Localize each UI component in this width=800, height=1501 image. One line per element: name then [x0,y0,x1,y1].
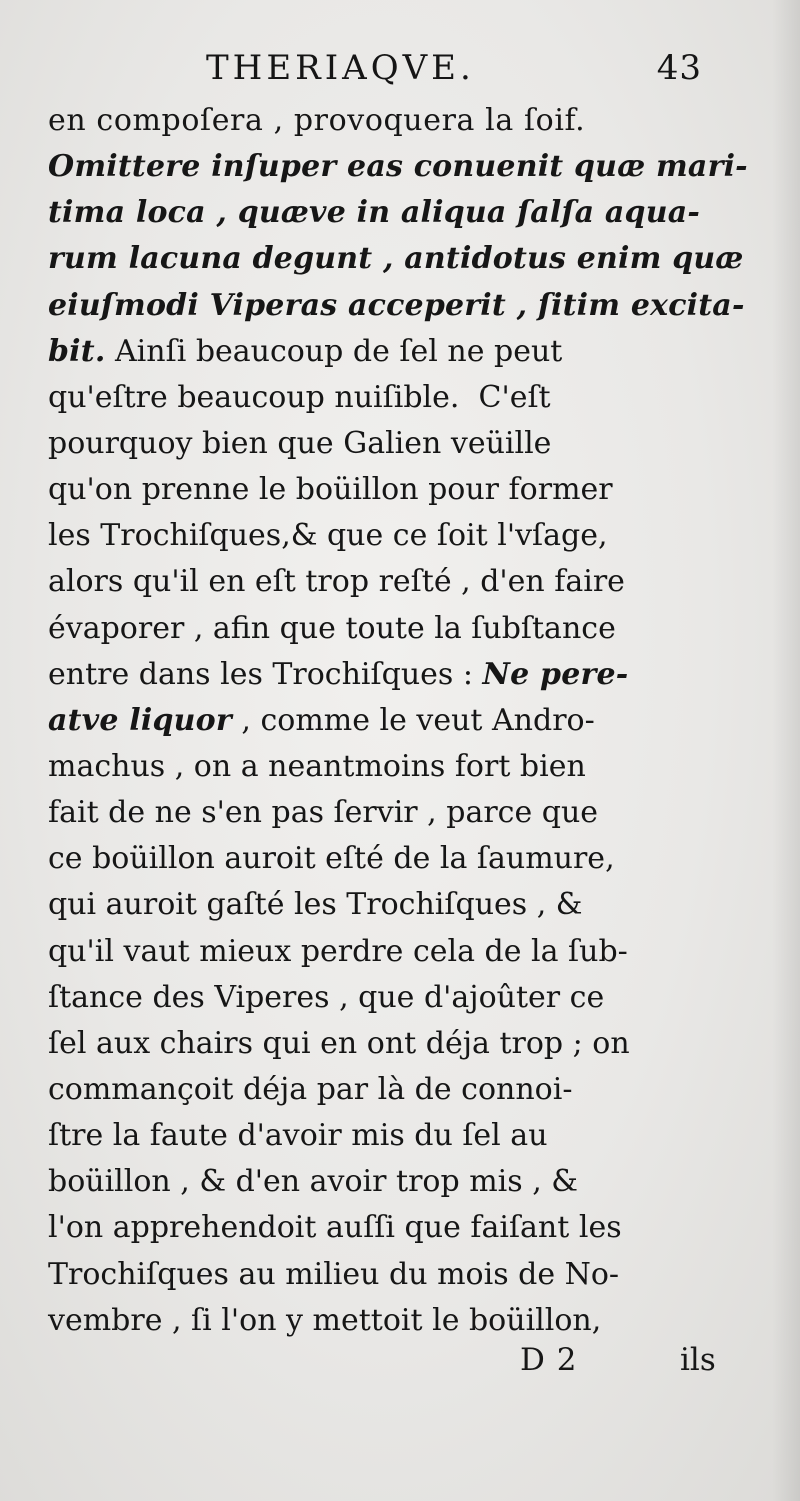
text-line-7 [48,375,712,421]
text-line-1 [48,98,712,144]
text-line-25 [48,1205,712,1251]
text-segment: machus , on a neantmoins fort bien [48,748,586,784]
latin-text-line-3 [48,190,712,236]
text-segment: en compoſera , provoquera la ſoif. [48,103,586,138]
text-line-16 [48,790,712,836]
page-number: 43 [656,48,702,88]
text-segment: ſel aux chairs qui en ont déja trop ; on [48,1025,630,1061]
text-line-18 [48,882,712,928]
latin-text-line-5 [48,283,745,329]
text-line-24 [48,1159,712,1205]
text-segment: boüillon , & d'en avoir trop mis , & [48,1164,578,1200]
text-line-11 [48,559,712,605]
text-segment: qu'on prenne le boüillon pour former [48,472,613,508]
text-segment: qu'il vaut mieux perdre cela de la ſub- [48,933,628,969]
latin-text-segment: Omittere inſuper eas conuenit quæ mari- [48,149,748,185]
latin-text-segment: Ne pere- [482,656,629,692]
text-segment: entre dans les Trochiſques : [48,656,483,692]
text-segment: ſtance des Viperes , que d'ajoûter ce [48,979,605,1015]
text-line-23 [48,1113,712,1159]
latin-text-segment: bit. [48,333,106,369]
text-line-10 [48,513,712,559]
text-line-15 [48,744,712,790]
text-segment: Trochiſques au milieu du mois de No- [48,1256,620,1292]
text-segment: les Trochiſques,& que ce ſoit l'vſage, [48,518,608,554]
page-header [50,48,702,92]
text-line-13 [48,652,712,698]
latin-text-line-2 [48,144,748,190]
catchword: ils [680,1342,716,1378]
text-segment: évaporer , afin que toute la ſubſtance [48,610,616,646]
text-segment: Ainſi beaucoup de ſel ne peut [105,333,563,369]
text-segment: ce boüillon auroit eſté de la ſaumure, [48,841,615,877]
text-segment: vembre , ſi l'on y mettoit le boüillon, [48,1302,602,1338]
text-segment: pourquoy bien que Galien veüille [48,425,552,461]
text-line-27 [48,1298,712,1344]
latin-text-segment: eiuſmodi Viperas acceperit , ſitim excita- [48,287,745,323]
text-line-26 [48,1252,712,1298]
page-footer [0,1342,800,1390]
running-head: THERIAQVE. [206,48,475,88]
body-text [48,98,748,1344]
text-segment: fait de ne s'en pas ſervir , parce que [48,795,599,831]
latin-text-segment: atve liquor [48,702,232,738]
text-line-20 [48,975,712,1021]
text-segment: l'on apprehendoit auſſi que faiſant les [48,1210,622,1246]
text-line-21 [48,1021,712,1067]
text-segment: alors qu'il en eſt trop reſté , d'en faire [48,564,625,600]
text-line-9 [48,467,712,513]
text-segment: , comme le veut Andro- [231,702,595,738]
text-segment: qui auroit gaſté les Trochiſques , & [48,887,583,923]
latin-text-line-4 [48,236,744,282]
latin-text-segment: rum lacuna degunt , antidotus enim quæ [48,241,744,277]
latin-text-segment: tima loca , quæve in aliqua ſalſa aqua- [48,195,701,231]
text-line-19 [48,929,712,975]
signature-mark: D 2 [520,1342,578,1378]
text-segment: commançoit déja par là de connoi- [48,1071,573,1107]
text-line-14 [48,698,712,744]
text-line-12 [48,606,712,652]
text-line-17 [48,836,712,882]
text-line-22 [48,1067,712,1113]
text-line-6 [48,329,712,375]
text-segment: qu'eſtre beaucoup nuiſible. C'eſt [48,379,551,415]
text-line-8 [48,421,712,467]
text-segment: ſtre la faute d'avoir mis du ſel au [48,1118,548,1154]
